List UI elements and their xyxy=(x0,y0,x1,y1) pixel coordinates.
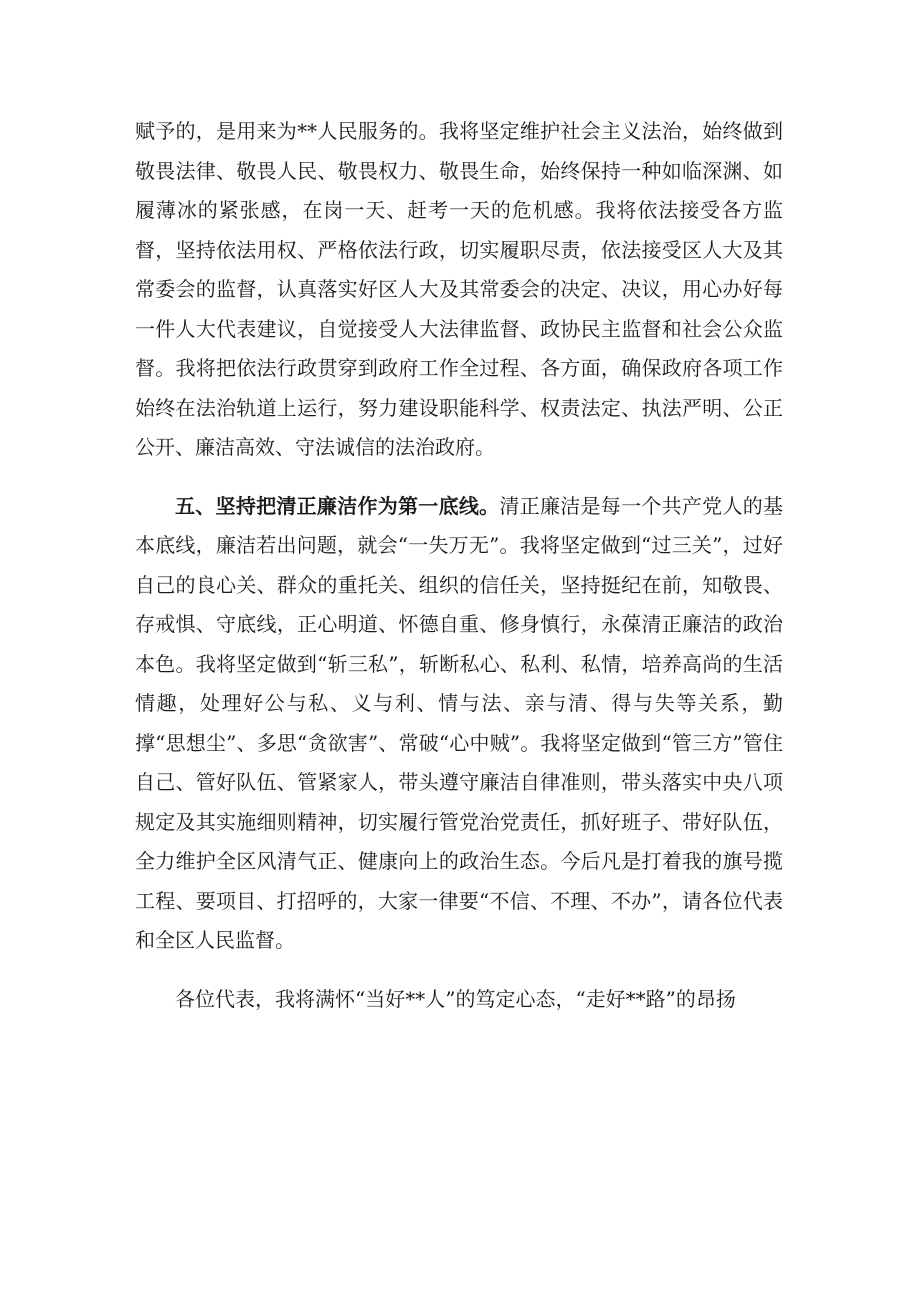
document-page xyxy=(135,112,783,1019)
paragraph-closing: 各位代表，我将满怀“当好**人”的笃定心态，“走好**路”的昂扬 xyxy=(175,986,736,1011)
paragraph-integrity xyxy=(135,487,783,961)
paragraph-integrity-body: 清正廉洁是每一个共产党人的基本底线，廉洁若出问题，就会“一失万无”。我将坚定做到“过三关”，过好自己的良心关、群众的重托关、组织的信任关，坚持挺纪在前，知敬畏、存戒惧、守底线，正心明道、怀德自重、修身慎行，永葆清正廉洁的政治本色。我将坚定做到“斩三私”，斩断私心、私利、私情，培养高尚的生活情趣，处理好公与私、义与利、情与法、亲与清、得与失等关系，勤撑“思想尘”、多思“贪欲害”、常破“心中贼”。我将坚定做到“管三方”管住自己、管好队伍、管紧家人，带头遵守廉洁自律准则，带头落实中央八项规定及其实施细则精神，切实履行管党治党责任，抓好班子、带好队伍，全力维护全区风清气正、健康向上的政治生态。今后凡是打着我的旗号揽工程、要项目、打招呼的，大家一律要“不信、不理、不办”，请各位代表和全区人民监督。 xyxy=(135,493,784,952)
section-heading-integrity: 五、坚持把清正廉洁作为第一底线。 xyxy=(175,493,500,518)
paragraph-rule-of-law: 赋予的，是用来为**人民服务的。我将坚定维护社会主义法治，始终做到敬畏法律、敬畏人民、敬畏权力、敬畏生命，始终保持一种如临深渊、如履薄冰的紧张感，在岗一天、赶考一天的危机感。我将依法接受各方监督，坚持依法用权、严格依法行政，切实履职尽责，依法接受区人大及其常委会的监督，认真落实好区人大及其常委会的决定、决议，用心办好每一件人大代表建议，自觉接受人大法律监督、政协民主监督和社会公众监督。我将把依法行政贯穿到政府工作全过程、各方面，确保政府各项工作始终在法治轨道上运行，努力建设职能科学、权责法定、执法严明、公正公开、廉洁高效、守法诚信的法治政府。 xyxy=(135,119,783,459)
